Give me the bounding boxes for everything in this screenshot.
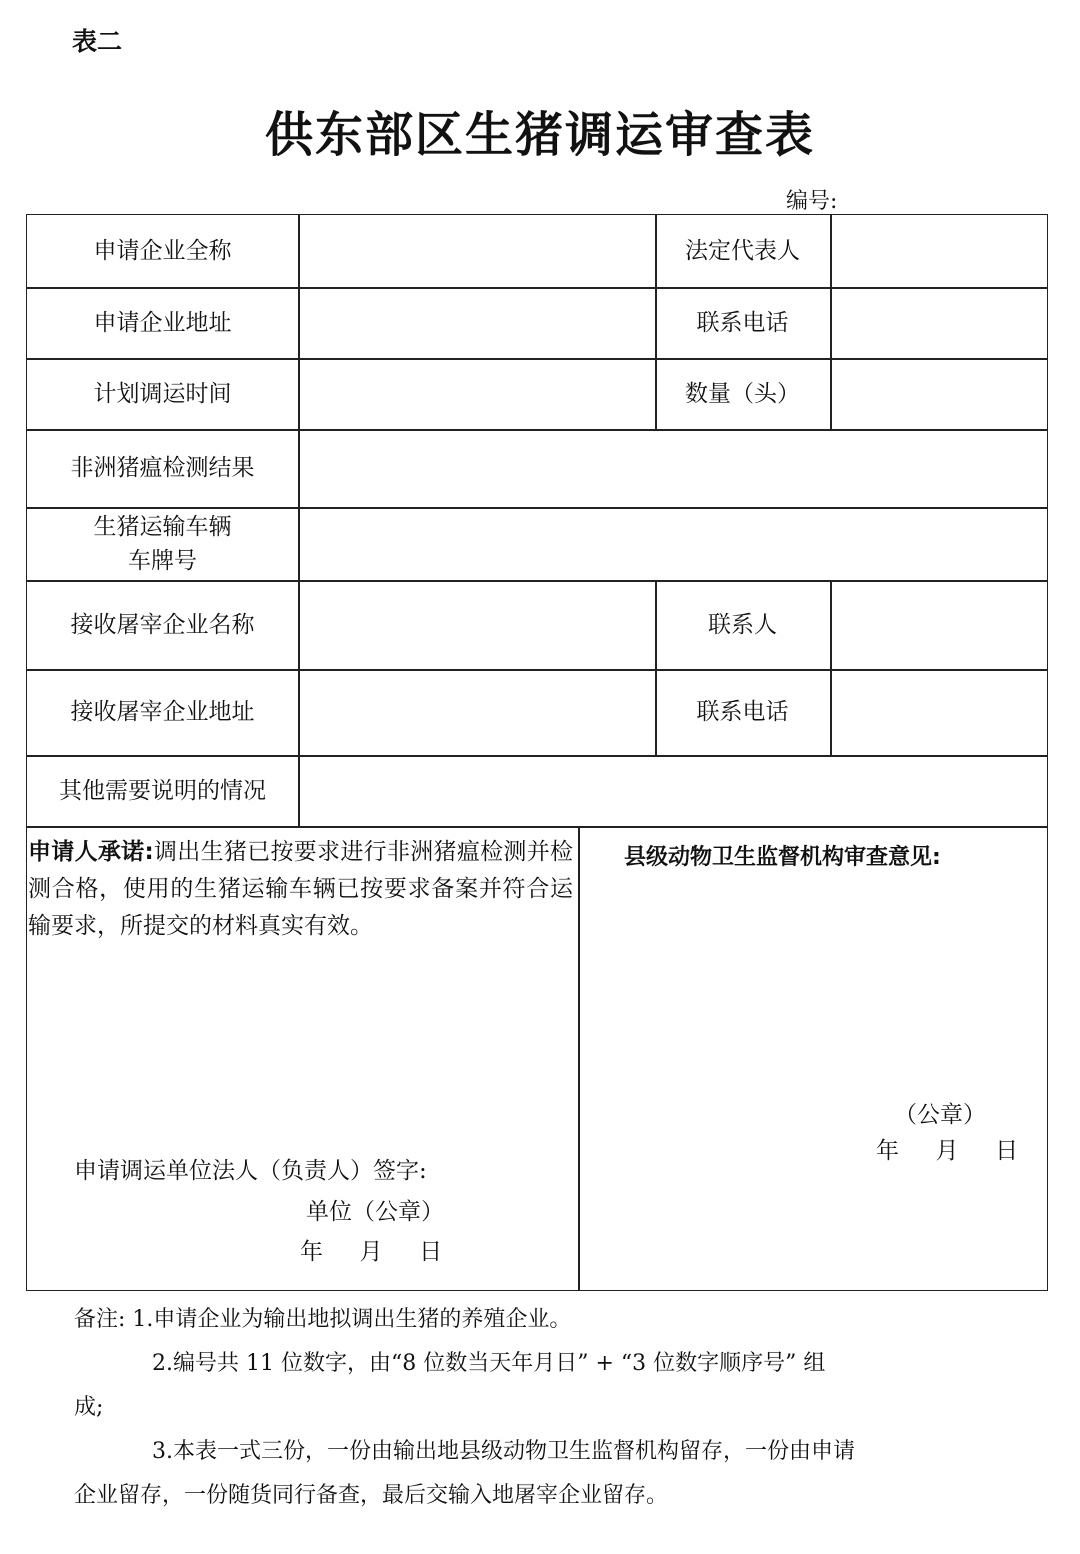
note-2: 2.编号共 11 位数字，由“8 位数当天年月日” + “3 位数字顺序号” 组 bbox=[152, 1351, 826, 1376]
phone2-label: 联系电话 bbox=[696, 699, 789, 725]
applicant-date: 年 月 日 bbox=[300, 1239, 443, 1265]
vehicle-plate-label-line1: 生猪运输车辆 bbox=[93, 513, 232, 540]
slaughter-address-label: 接收屠宰企业地址 bbox=[70, 699, 255, 725]
note-2-cont: 成; bbox=[74, 1395, 104, 1420]
legal-rep-label: 法定代表人 bbox=[685, 238, 800, 264]
table-label: 表二 bbox=[72, 27, 123, 56]
applicant-promise bbox=[28, 834, 573, 945]
quantity-label: 数量（头） bbox=[685, 380, 800, 407]
asf-result-label: 非洲猪瘟检测结果 bbox=[70, 455, 255, 481]
phone-label: 联系电话 bbox=[696, 309, 789, 336]
note-3-cont: 企业留存，一份随货同行备查，最后交输入地屠宰企业留存。 bbox=[74, 1483, 669, 1508]
column-divider bbox=[830, 580, 832, 756]
signature-label: 申请调运单位法人（负责人）签字: bbox=[74, 1158, 427, 1184]
contact-label: 联系人 bbox=[708, 611, 777, 638]
serial-number-label: 编号: bbox=[786, 189, 838, 214]
applicant-name-label: 申请企业全称 bbox=[93, 238, 232, 264]
column-divider bbox=[298, 215, 300, 827]
note-1: 备注: 1.申请企业为输出地拟调出生猪的养殖企业。 bbox=[74, 1307, 572, 1332]
promise-text: 调出生猪已按要求进行非洲猪瘟检测并检测合格，使用的生猪运输车辆已按要求备案并符合运输要求，所提交的材料真实有效。 bbox=[28, 839, 574, 939]
planned-time-label: 计划调运时间 bbox=[93, 380, 232, 407]
opinion-seal-label: （公章） bbox=[894, 1102, 986, 1128]
column-divider bbox=[830, 215, 832, 430]
opinion-date: 年 月 日 bbox=[876, 1138, 1019, 1164]
column-divider bbox=[578, 826, 580, 1290]
slaughter-name-label: 接收屠宰企业名称 bbox=[70, 611, 255, 638]
unit-seal-label: 单位（公章） bbox=[306, 1199, 444, 1225]
page-title: 供东部区生猪调运审查表 bbox=[264, 107, 815, 163]
other-notes-label: 其他需要说明的情况 bbox=[59, 777, 266, 804]
vehicle-plate-label bbox=[27, 507, 298, 580]
opinion-title: 县级动物卫生监督机构审查意见: bbox=[624, 845, 941, 870]
note-3: 3.本表一式三份，一份由输出地县级动物卫生监督机构留存，一份由申请 bbox=[152, 1439, 855, 1464]
review-form-table bbox=[26, 214, 1048, 1291]
row-divider bbox=[27, 826, 1047, 828]
applicant-address-label: 申请企业地址 bbox=[93, 309, 232, 336]
promise-label: 申请人承诺: bbox=[28, 839, 154, 865]
vehicle-plate-label-line2: 车牌号 bbox=[128, 547, 197, 574]
